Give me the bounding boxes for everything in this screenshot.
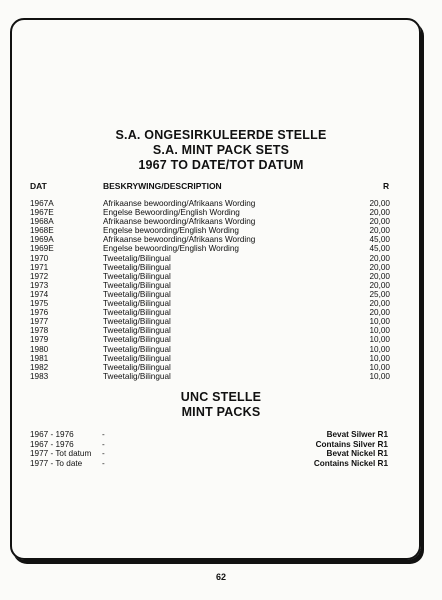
row-description: Tweetalig/Bilingual [103,253,171,263]
row-date: 1981 [30,353,49,363]
row-description: Tweetalig/Bilingual [103,371,171,381]
unc-description: Contains Nickel R1 [313,458,388,468]
row-value: 20,00 [369,271,390,281]
row-date: 1976 [30,308,49,318]
row-date: 1980 [30,344,49,354]
row-date: 1974 [30,289,49,299]
row-date: 1972 [30,271,49,281]
mint-pack-table [30,199,390,381]
unc-description: Contains Silver R1 [315,439,388,449]
row-date: 1967E [30,208,54,218]
column-header-value: R [383,181,390,191]
row-date: 1968E [30,226,54,236]
row-description: Tweetalig/Bilingual [103,335,171,345]
table-row [30,263,390,272]
row-description: Tweetalig/Bilingual [103,262,171,272]
row-description: Engelse bewoording/English Wording [103,226,239,236]
row-description: Afrikaanse bewoording/Afrikaans Wording [103,199,256,208]
row-value: 10,00 [369,335,390,345]
table-row [30,254,390,263]
table-row [30,208,390,217]
row-value: 20,00 [369,208,390,218]
row-description: Tweetalig/Bilingual [103,326,171,336]
row-description: Tweetalig/Bilingual [103,353,171,363]
unc-dash: - [102,439,105,449]
unc-row [30,430,388,440]
table-row [30,217,390,226]
unc-description: Bevat Nickel R1 [326,449,388,458]
page-number: 62 [215,572,226,582]
table-row [30,290,390,299]
table-row [30,317,390,326]
table-row [30,272,390,281]
row-date: 1975 [30,299,49,309]
row-value: 10,00 [369,326,390,336]
unc-dash: - [102,430,105,439]
row-value: 10,00 [369,353,390,363]
unc-date: 1977 - Tot datum [30,449,92,458]
row-description: Tweetalig/Bilingual [103,271,171,281]
row-date: 1970 [30,253,49,263]
row-description: Tweetalig/Bilingual [103,280,171,290]
table-row [30,335,390,344]
table-row [30,354,390,363]
table-row [30,308,390,317]
row-date: 1969A [30,235,54,245]
row-value: 25,00 [369,289,390,299]
table-row [30,226,390,235]
row-value: 45,00 [369,235,390,245]
row-description: Engelse bewoording/English Wording [103,244,239,254]
row-description: Tweetalig/Bilingual [103,299,171,309]
unc-row [30,459,388,469]
unc-dash: - [102,458,105,468]
row-date: 1977 [30,317,49,327]
row-value: 45,00 [369,244,390,254]
row-date: 1982 [30,362,49,372]
column-header-dat: DAT [30,181,47,191]
table-row [30,299,390,308]
row-description: Tweetalig/Bilingual [103,308,171,318]
row-value: 10,00 [369,344,390,354]
row-value: 20,00 [369,308,390,318]
row-date: 1968A [30,217,54,227]
column-header-description: BESKRYWING/DESCRIPTION [103,181,222,191]
table-row [30,372,390,381]
unc-title-block [0,390,442,420]
unc-table [30,430,388,468]
row-value: 20,00 [369,253,390,263]
row-description: Afrikaanse bewoording/Afrikaans Wording [103,235,256,245]
table-row [30,235,390,244]
row-date: 1978 [30,326,49,336]
row-date: 1979 [30,335,49,345]
row-description: Engelse Bewoording/English Wording [103,208,240,218]
row-value: 20,00 [369,217,390,227]
unc-row [30,449,388,459]
unc-date: 1977 - To date [30,458,83,468]
row-date: 1969E [30,244,54,254]
table-row [30,345,390,354]
row-description: Afrikaanse bewoording/Afrikaans Wording [103,217,256,227]
row-date: 1983 [30,371,49,381]
table-row [30,326,390,335]
table-row [30,281,390,290]
unc-dash: - [102,449,105,458]
table-row [30,199,390,208]
row-value: 20,00 [369,280,390,290]
row-date: 1967A [30,199,54,208]
row-value: 20,00 [369,262,390,272]
unc-description: Bevat Silwer R1 [326,430,388,439]
row-description: Tweetalig/Bilingual [103,289,171,299]
title-afrikaans: S.A. ONGESIRKULEERDE STELLE [115,128,327,142]
row-value: 20,00 [369,226,390,236]
unc-row [30,440,388,450]
unc-date: 1967 - 1976 [30,430,74,439]
row-date: 1973 [30,280,49,290]
table-row [30,363,390,372]
row-description: Tweetalig/Bilingual [103,317,171,327]
row-date: 1971 [30,262,49,272]
unc-title-english: MINT PACKS [181,405,261,419]
title-english: S.A. MINT PACK SETS [152,143,290,157]
row-value: 10,00 [369,317,390,327]
row-description: Tweetalig/Bilingual [103,344,171,354]
row-description: Tweetalig/Bilingual [103,362,171,372]
table-row [30,244,390,253]
row-value: 20,00 [369,199,390,208]
title-date-range: 1967 TO DATE/TOT DATUM [138,158,304,172]
row-value: 20,00 [369,299,390,309]
catalog-title-block [0,128,442,173]
unc-title-afrikaans: UNC STELLE [180,390,262,404]
row-value: 10,00 [369,362,390,372]
unc-date: 1967 - 1976 [30,439,74,449]
row-value: 10,00 [369,371,390,381]
